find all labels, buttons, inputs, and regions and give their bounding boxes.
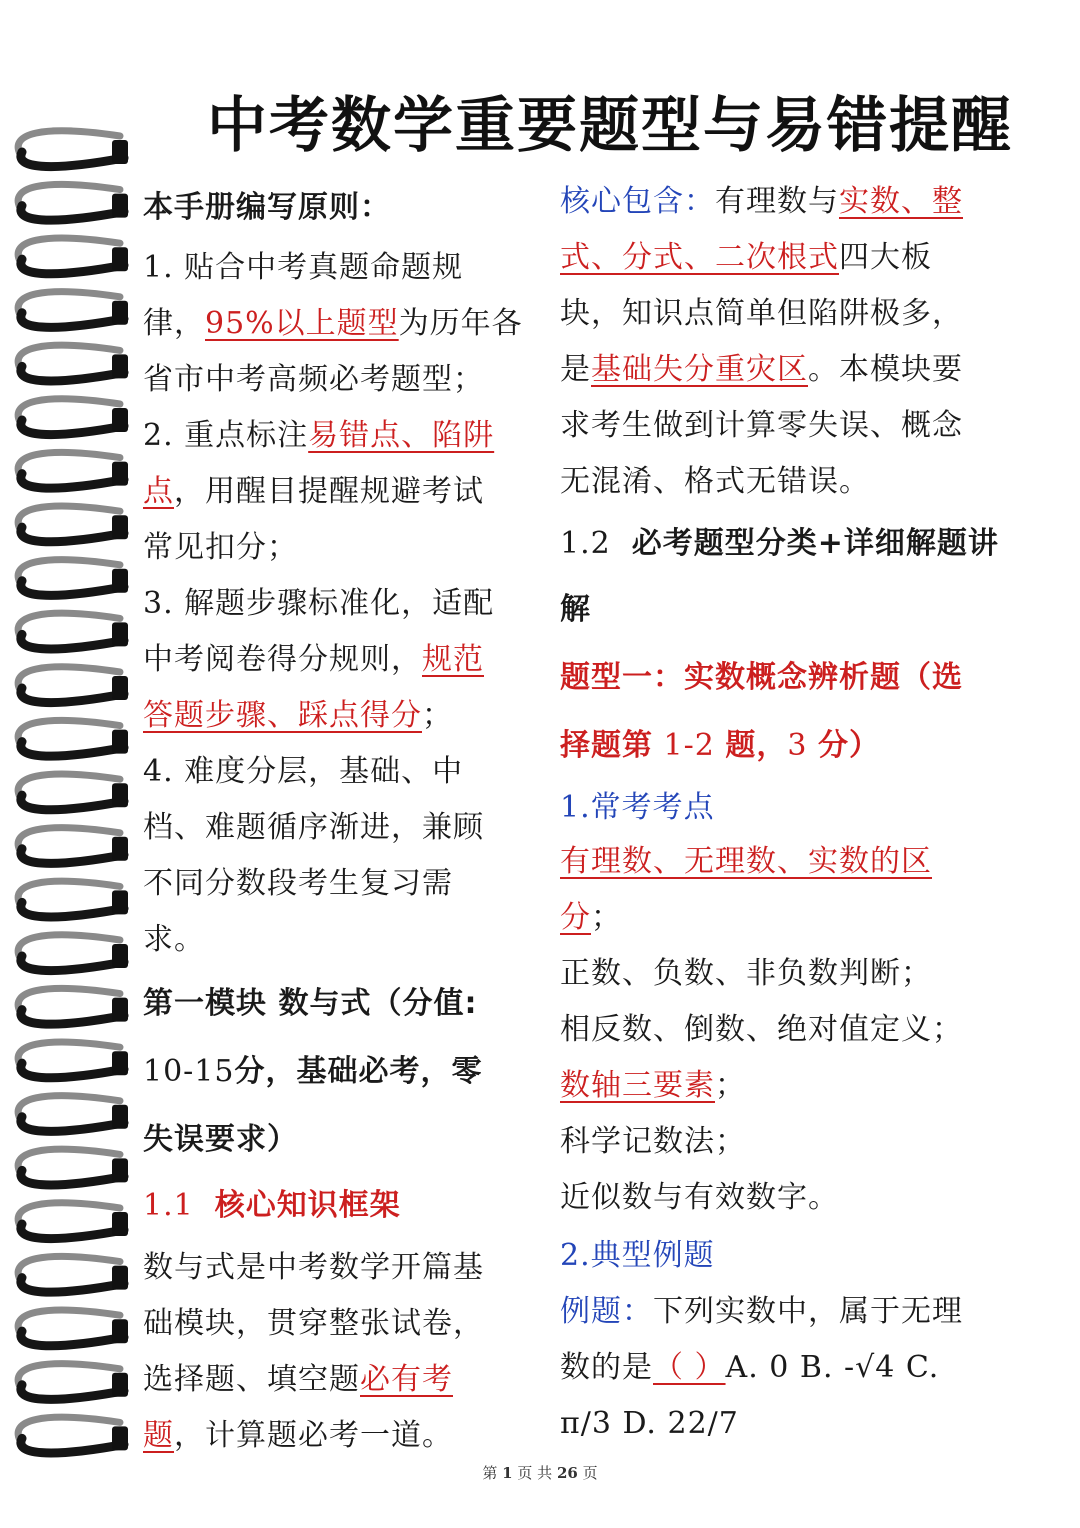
framework-line-1: 数与式是中考数学开篇基 xyxy=(143,1250,484,1285)
typical-examples-heading: 2.典型例题 xyxy=(560,1238,715,1273)
spiral-coil xyxy=(18,1203,128,1239)
spiral-coil xyxy=(18,1417,128,1453)
spiral-coil xyxy=(18,1096,128,1132)
spiral-coil xyxy=(18,667,128,703)
spiral-coil xyxy=(18,935,128,971)
core-label: 核心包含： xyxy=(560,184,715,219)
highlight-loss-zone: 基础失分重灾区 xyxy=(591,352,808,387)
section-1-1-heading: 1.1 核心知识框架 xyxy=(143,1188,401,1223)
core-line-4: 是基础失分重灾区。本模块要 xyxy=(560,352,963,387)
principle-4-line-4: 求。 xyxy=(143,922,205,957)
principle-3-line-1: 3. 解题步骤标准化，适配 xyxy=(143,586,495,621)
principle-1-line-3: 省市中考高频必考题型； xyxy=(143,362,484,397)
principle-4-line-2: 档、难题循序渐进，兼顾 xyxy=(143,810,484,845)
highlight-95-percent: 95%以上题型 xyxy=(205,306,399,341)
framework-line-2: 础模块，贯穿整张试卷， xyxy=(143,1306,484,1341)
highlight-number-line: 数轴三要素 xyxy=(560,1068,715,1103)
section-1-2-heading-line-2: 解 xyxy=(560,592,591,627)
spiral-coil xyxy=(18,399,128,435)
point-3: 相反数、倒数、绝对值定义； xyxy=(560,1012,963,1047)
point-2: 正数、负数、非负数判断； xyxy=(560,956,932,991)
principles-heading: 本手册编写原则： xyxy=(143,190,391,225)
point-4: 数轴三要素； xyxy=(560,1068,746,1103)
principle-3-line-2: 中考阅卷得分规则，规范 xyxy=(143,642,484,677)
core-line-2: 式、分式、二次根式四大板 xyxy=(560,240,932,275)
spiral-coil xyxy=(18,292,128,328)
point-5: 科学记数法； xyxy=(560,1124,746,1159)
example-line-3: π/3 D. 22/7 xyxy=(560,1406,739,1441)
spiral-coil xyxy=(18,720,128,756)
spiral-coil xyxy=(18,131,128,167)
module-heading-line-2: 10-15分，基础必考，零 xyxy=(143,1054,483,1089)
spiral-coil xyxy=(18,1256,128,1292)
type-1-heading-line-1: 题型一：实数概念辨析题（选 xyxy=(560,660,963,695)
principle-4-line-1: 4. 难度分层，基础、中 xyxy=(143,754,464,789)
spiral-coil xyxy=(18,452,128,488)
spiral-coil xyxy=(18,881,128,917)
spiral-coil xyxy=(18,1149,128,1185)
page-title: 中考数学重要题型与易错提醒 xyxy=(207,91,1013,161)
example-line-2: 数的是（ ）A. 0 B. -√4 C. xyxy=(560,1350,940,1385)
spiral-coil xyxy=(18,1310,128,1346)
spiral-coil xyxy=(18,184,128,220)
point-1-line-1: 有理数、无理数、实数的区 xyxy=(560,844,932,879)
type-1-heading-line-2: 择题第 1-2 题，3 分） xyxy=(560,728,881,763)
module-heading-line-3: 失误要求） xyxy=(143,1122,298,1157)
principle-2-line-1: 2. 重点标注易错点、陷阱 xyxy=(143,418,495,453)
spiral-coil xyxy=(18,828,128,864)
point-6: 近似数与有效数字。 xyxy=(560,1180,839,1215)
spiral-binding xyxy=(0,0,140,1528)
core-line-6: 无混淆、格式无错误。 xyxy=(560,464,870,499)
example-label: 例题： xyxy=(560,1294,653,1329)
common-points-heading: 1.常考考点 xyxy=(560,790,715,825)
core-line-1: 核心包含：有理数与实数、整 xyxy=(560,184,963,219)
spiral-coil xyxy=(18,774,128,810)
module-heading-line-1: 第一模块 数与式（分值: xyxy=(143,986,478,1021)
principle-1-line-2: 律，95%以上题型为历年各 xyxy=(143,306,523,341)
framework-line-4: 题，计算题必考一道。 xyxy=(143,1418,453,1453)
principle-2-line-3: 常见扣分； xyxy=(143,530,298,565)
highlight-scoring-steps: 答题步骤、踩点得分 xyxy=(143,698,422,733)
spiral-coil xyxy=(18,1042,128,1078)
spiral-coil xyxy=(18,988,128,1024)
section-1-2-heading-line-1: 1.2 必考题型分类+详细解题讲 xyxy=(560,526,999,561)
principle-1-line-1: 1. 贴合中考真题命题规 xyxy=(143,250,464,285)
spiral-coil xyxy=(18,613,128,649)
spiral-coil xyxy=(18,345,128,381)
principle-3-line-3: 答题步骤、踩点得分； xyxy=(143,698,453,733)
spiral-coil xyxy=(18,238,128,274)
spiral-coil xyxy=(18,560,128,596)
highlight-error-points: 易错点、陷阱 xyxy=(308,418,495,453)
point-1-line-2: 分； xyxy=(560,900,622,935)
principle-4-line-3: 不同分数段考生复习需 xyxy=(143,866,453,901)
core-line-3: 块，知识点简单但陷阱极多， xyxy=(560,296,963,331)
example-line-1: 例题：下列实数中，属于无理 xyxy=(560,1294,963,1329)
answer-blank: （ ） xyxy=(653,1350,726,1385)
spiral-coil xyxy=(18,1364,128,1400)
page-footer: 第 1 页 共 26 页 xyxy=(482,1464,598,1482)
principle-2-line-2: 点，用醒目提醒规避考试 xyxy=(143,474,484,509)
core-line-5: 求考生做到计算零失误、概念 xyxy=(560,408,963,443)
framework-line-3: 选择题、填空题必有考 xyxy=(143,1362,453,1397)
spiral-coil xyxy=(18,506,128,542)
